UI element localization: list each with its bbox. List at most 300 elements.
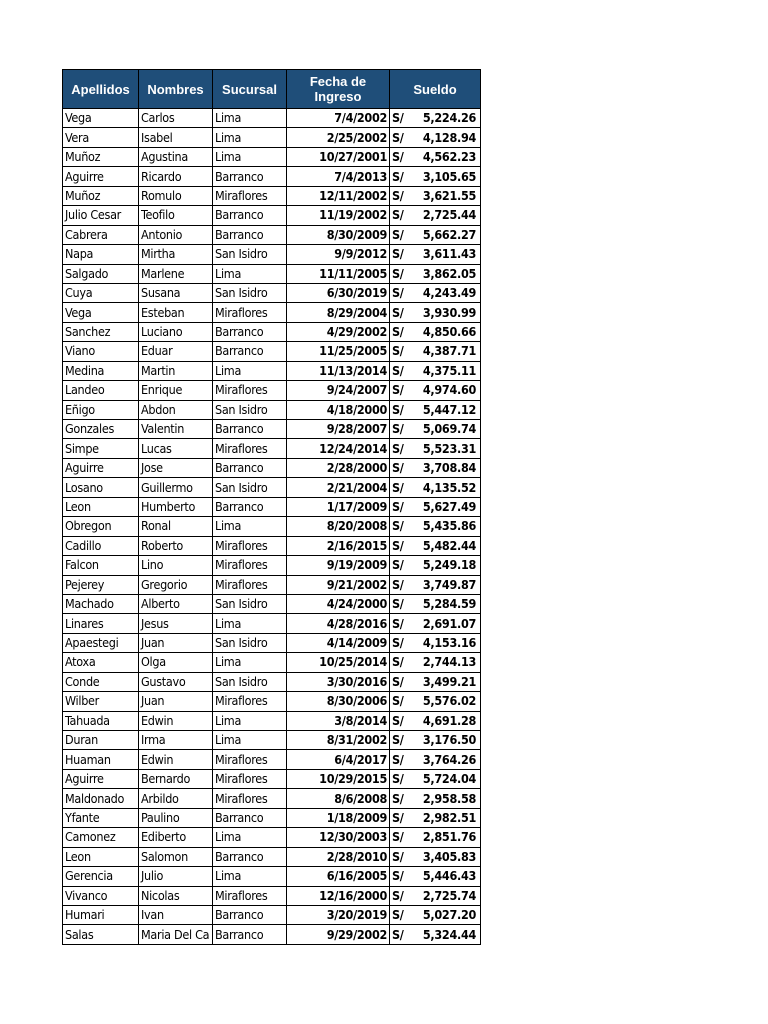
cell-sucursal[interactable]: Lima [213,614,287,633]
table-row [63,556,481,575]
cell-apellido[interactable]: Leon [63,847,139,866]
cell-nombre[interactable]: Abdon [139,400,213,419]
cell-sueldo[interactable]: 3,708.84 [409,458,481,477]
cell-currency[interactable]: S/ [390,186,409,205]
cell-apellido[interactable]: Leon [63,497,139,516]
cell-apellido[interactable]: Medina [63,361,139,380]
cell-apellido[interactable]: Salgado [63,264,139,283]
cell-currency[interactable]: S/ [390,264,409,283]
cell-currency[interactable]: S/ [390,400,409,419]
cell-apellido[interactable]: Julio Cesar [63,206,139,225]
cell-sucursal[interactable]: Lima [213,264,287,283]
cell-sucursal[interactable]: Barranco [213,925,287,944]
cell-sueldo[interactable]: 3,105.65 [409,167,481,186]
cell-currency[interactable]: S/ [390,711,409,730]
cell-nombre[interactable]: Teofilo [139,206,213,225]
cell-apellido[interactable]: Vera [63,128,139,147]
cell-sucursal[interactable]: Lima [213,711,287,730]
cell-apellido[interactable]: Linares [63,614,139,633]
table-row [63,400,481,419]
cell-sucursal[interactable]: Lima [213,128,287,147]
cell-fecha-ingreso[interactable]: 4/28/2016 [287,614,390,633]
cell-sucursal[interactable]: Miraflores [213,575,287,594]
cell-sueldo[interactable]: 3,862.05 [409,264,481,283]
cell-fecha-ingreso[interactable]: 3/8/2014 [287,711,390,730]
cell-sucursal[interactable]: Miraflores [213,789,287,808]
cell-currency[interactable]: S/ [390,128,409,147]
cell-currency[interactable]: S/ [390,109,409,128]
cell-apellido[interactable]: Camonez [63,828,139,847]
cell-fecha-ingreso[interactable]: 11/13/2014 [287,361,390,380]
cell-sucursal[interactable]: Barranco [213,847,287,866]
cell-fecha-ingreso[interactable]: 2/21/2004 [287,478,390,497]
cell-currency[interactable]: S/ [390,497,409,516]
cell-nombre[interactable]: Isabel [139,128,213,147]
cell-sueldo[interactable]: 5,435.86 [409,517,481,536]
cell-apellido[interactable]: Vega [63,303,139,322]
cell-fecha-ingreso[interactable]: 10/29/2015 [287,769,390,788]
cell-currency[interactable]: S/ [390,672,409,691]
cell-sueldo[interactable]: 2,958.58 [409,789,481,808]
cell-sueldo[interactable]: 2,851.76 [409,828,481,847]
cell-sucursal[interactable]: Miraflores [213,692,287,711]
header-fecha-ingreso[interactable]: Fecha de Ingreso [287,70,390,109]
cell-sucursal[interactable]: Lima [213,361,287,380]
cell-sueldo[interactable]: 4,691.28 [409,711,481,730]
cell-currency[interactable]: S/ [390,886,409,905]
cell-currency[interactable]: S/ [390,478,409,497]
cell-nombre[interactable]: Edwin [139,711,213,730]
table-body [63,109,481,945]
cell-fecha-ingreso[interactable]: 7/4/2013 [287,167,390,186]
header-sucursal[interactable]: Sucursal [213,70,287,109]
cell-sueldo[interactable]: 2,982.51 [409,808,481,827]
cell-sucursal[interactable]: Barranco [213,225,287,244]
cell-apellido[interactable]: Atoxa [63,653,139,672]
cell-currency[interactable]: S/ [390,225,409,244]
table-row [63,536,481,555]
cell-sueldo[interactable]: 5,482.44 [409,536,481,555]
cell-sucursal[interactable]: Lima [213,867,287,886]
cell-nombre[interactable]: Paulino [139,808,213,827]
cell-sucursal[interactable]: San Isidro [213,400,287,419]
cell-sucursal[interactable]: San Isidro [213,245,287,264]
cell-fecha-ingreso[interactable]: 9/9/2012 [287,245,390,264]
table-row [63,497,481,516]
cell-sucursal[interactable]: Lima [213,517,287,536]
table-row [63,750,481,769]
cell-sucursal[interactable]: Miraflores [213,769,287,788]
cell-nombre[interactable]: Carlos [139,109,213,128]
cell-nombre[interactable]: Agustina [139,147,213,166]
table-row [63,905,481,924]
cell-sucursal[interactable]: Barranco [213,458,287,477]
cell-sueldo[interactable]: 2,725.44 [409,206,481,225]
table-row [63,264,481,283]
cell-sueldo[interactable]: 2,725.74 [409,886,481,905]
table-row [63,828,481,847]
table-row [63,109,481,128]
cell-fecha-ingreso[interactable]: 2/28/2010 [287,847,390,866]
cell-fecha-ingreso[interactable]: 3/30/2016 [287,672,390,691]
cell-apellido[interactable]: Vega [63,109,139,128]
cell-fecha-ingreso[interactable]: 11/25/2005 [287,342,390,361]
cell-sueldo[interactable]: 3,405.83 [409,847,481,866]
cell-fecha-ingreso[interactable]: 6/30/2019 [287,283,390,302]
cell-apellido[interactable]: Huaman [63,750,139,769]
cell-fecha-ingreso[interactable]: 11/11/2005 [287,264,390,283]
cell-fecha-ingreso[interactable]: 4/14/2009 [287,633,390,652]
cell-fecha-ingreso[interactable]: 12/30/2003 [287,828,390,847]
cell-apellido[interactable]: Aguirre [63,458,139,477]
cell-apellido[interactable]: Vivanco [63,886,139,905]
cell-nombre[interactable]: Susana [139,283,213,302]
cell-apellido[interactable]: Simpe [63,439,139,458]
cell-nombre[interactable]: Antonio [139,225,213,244]
cell-apellido[interactable]: Humari [63,905,139,924]
cell-currency[interactable]: S/ [390,556,409,575]
table-row [63,575,481,594]
cell-apellido[interactable]: Tahuada [63,711,139,730]
cell-currency[interactable]: S/ [390,594,409,613]
cell-sueldo[interactable]: 4,375.11 [409,361,481,380]
cell-sueldo[interactable]: 3,499.21 [409,672,481,691]
table-row [63,322,481,341]
cell-currency[interactable]: S/ [390,925,409,944]
header-sueldo[interactable]: Sueldo [390,70,481,109]
cell-fecha-ingreso[interactable]: 2/25/2002 [287,128,390,147]
cell-currency[interactable]: S/ [390,653,409,672]
cell-nombre[interactable]: Ronal [139,517,213,536]
cell-fecha-ingreso[interactable]: 1/17/2009 [287,497,390,516]
cell-apellido[interactable]: Losano [63,478,139,497]
cell-currency[interactable]: S/ [390,808,409,827]
cell-sucursal[interactable]: Barranco [213,167,287,186]
cell-fecha-ingreso[interactable]: 8/30/2006 [287,692,390,711]
cell-currency[interactable]: S/ [390,283,409,302]
table-row [63,342,481,361]
cell-fecha-ingreso[interactable]: 7/4/2002 [287,109,390,128]
cell-fecha-ingreso[interactable]: 6/4/2017 [287,750,390,769]
cell-apellido[interactable]: Eñigo [63,400,139,419]
cell-apellido[interactable]: Gerencia [63,867,139,886]
cell-sueldo[interactable]: 3,930.99 [409,303,481,322]
cell-sucursal[interactable]: Barranco [213,342,287,361]
cell-fecha-ingreso[interactable]: 4/29/2002 [287,322,390,341]
cell-apellido[interactable]: Cuya [63,283,139,302]
cell-fecha-ingreso[interactable]: 8/29/2004 [287,303,390,322]
cell-fecha-ingreso[interactable]: 8/31/2002 [287,731,390,750]
cell-sueldo[interactable]: 2,744.13 [409,653,481,672]
cell-fecha-ingreso[interactable]: 3/20/2019 [287,905,390,924]
header-nombres[interactable]: Nombres [139,70,213,109]
cell-apellido[interactable]: Viano [63,342,139,361]
cell-sueldo[interactable]: 4,387.71 [409,342,481,361]
cell-nombre[interactable]: Roberto [139,536,213,555]
cell-sueldo[interactable]: 5,447.12 [409,400,481,419]
cell-apellido[interactable]: Conde [63,672,139,691]
cell-fecha-ingreso[interactable]: 10/25/2014 [287,653,390,672]
table-row [63,633,481,652]
cell-nombre[interactable]: Gustavo [139,672,213,691]
cell-currency[interactable]: S/ [390,206,409,225]
cell-nombre[interactable]: Julio [139,867,213,886]
cell-fecha-ingreso[interactable]: 10/27/2001 [287,147,390,166]
cell-sueldo[interactable]: 5,446.43 [409,867,481,886]
cell-sucursal[interactable]: Lima [213,147,287,166]
cell-apellido[interactable]: Sanchez [63,322,139,341]
cell-sueldo[interactable]: 3,621.55 [409,186,481,205]
cell-nombre[interactable]: Olga [139,653,213,672]
cell-apellido[interactable]: Aguirre [63,167,139,186]
cell-apellido[interactable]: Machado [63,594,139,613]
cell-sucursal[interactable]: Barranco [213,497,287,516]
cell-sueldo[interactable]: 3,611.43 [409,245,481,264]
table-row [63,808,481,827]
cell-currency[interactable]: S/ [390,789,409,808]
cell-fecha-ingreso[interactable]: 12/24/2014 [287,439,390,458]
cell-sueldo[interactable]: 5,027.20 [409,905,481,924]
cell-sucursal[interactable]: Miraflores [213,381,287,400]
cell-fecha-ingreso[interactable]: 9/19/2009 [287,556,390,575]
cell-apellido[interactable]: Salas [63,925,139,944]
cell-fecha-ingreso[interactable]: 2/28/2000 [287,458,390,477]
cell-sucursal[interactable]: Lima [213,731,287,750]
cell-apellido[interactable]: Cabrera [63,225,139,244]
cell-currency[interactable]: S/ [390,167,409,186]
cell-currency[interactable]: S/ [390,750,409,769]
cell-fecha-ingreso[interactable]: 8/30/2009 [287,225,390,244]
cell-fecha-ingreso[interactable]: 8/20/2008 [287,517,390,536]
cell-sueldo[interactable]: 5,069.74 [409,420,481,439]
cell-currency[interactable]: S/ [390,458,409,477]
cell-apellido[interactable]: Cadillo [63,536,139,555]
cell-fecha-ingreso[interactable]: 11/19/2002 [287,206,390,225]
cell-apellido[interactable]: Pejerey [63,575,139,594]
cell-sucursal[interactable]: Barranco [213,206,287,225]
table-row [63,653,481,672]
employee-table [62,69,481,945]
cell-sucursal[interactable]: San Isidro [213,478,287,497]
cell-sucursal[interactable]: Miraflores [213,536,287,555]
header-apellidos[interactable]: Apellidos [63,70,139,109]
cell-nombre[interactable]: Martin [139,361,213,380]
cell-sucursal[interactable]: Lima [213,653,287,672]
cell-nombre[interactable]: Edwin [139,750,213,769]
cell-nombre[interactable]: Lino [139,556,213,575]
cell-sucursal[interactable]: Lima [213,109,287,128]
cell-currency[interactable]: S/ [390,303,409,322]
table-row [63,692,481,711]
cell-nombre[interactable]: Arbildo [139,789,213,808]
cell-apellido[interactable]: Duran [63,731,139,750]
cell-sucursal[interactable]: Barranco [213,905,287,924]
cell-fecha-ingreso[interactable]: 9/24/2007 [287,381,390,400]
cell-currency[interactable]: S/ [390,614,409,633]
table-row [63,381,481,400]
cell-nombre[interactable]: Nicolas [139,886,213,905]
table-row [63,167,481,186]
cell-nombre[interactable]: Romulo [139,186,213,205]
cell-fecha-ingreso[interactable]: 12/16/2000 [287,886,390,905]
cell-fecha-ingreso[interactable]: 6/16/2005 [287,867,390,886]
cell-sucursal[interactable]: Miraflores [213,886,287,905]
cell-sucursal[interactable]: Miraflores [213,750,287,769]
cell-currency[interactable]: S/ [390,147,409,166]
cell-sucursal[interactable]: San Isidro [213,672,287,691]
cell-sueldo[interactable]: 5,576.02 [409,692,481,711]
cell-sucursal[interactable]: San Isidro [213,283,287,302]
cell-sucursal[interactable]: San Isidro [213,594,287,613]
cell-sueldo[interactable]: 4,243.49 [409,283,481,302]
cell-fecha-ingreso[interactable]: 4/24/2000 [287,594,390,613]
cell-nombre[interactable]: Enrique [139,381,213,400]
table-row [63,614,481,633]
cell-nombre[interactable]: Juan [139,692,213,711]
cell-sucursal[interactable]: Barranco [213,808,287,827]
cell-currency[interactable]: S/ [390,322,409,341]
cell-nombre[interactable]: Esteban [139,303,213,322]
cell-nombre[interactable]: Mirtha [139,245,213,264]
table-row [63,420,481,439]
cell-nombre[interactable]: Marlene [139,264,213,283]
cell-apellido[interactable]: Yfante [63,808,139,827]
cell-apellido[interactable]: Aguirre [63,769,139,788]
table-row [63,711,481,730]
table-row [63,731,481,750]
cell-sueldo[interactable]: 2,691.07 [409,614,481,633]
cell-apellido[interactable]: Muñoz [63,147,139,166]
cell-sueldo[interactable]: 5,224.26 [409,109,481,128]
cell-currency[interactable]: S/ [390,342,409,361]
cell-sueldo[interactable]: 5,284.59 [409,594,481,613]
cell-sucursal[interactable]: Lima [213,828,287,847]
cell-currency[interactable]: S/ [390,245,409,264]
cell-nombre[interactable]: Gregorio [139,575,213,594]
cell-sueldo[interactable]: 4,850.66 [409,322,481,341]
cell-nombre[interactable]: Ricardo [139,167,213,186]
table-row [63,128,481,147]
cell-sueldo[interactable]: 3,749.87 [409,575,481,594]
table-header-row [63,70,481,109]
cell-apellido[interactable]: Landeo [63,381,139,400]
table-row [63,886,481,905]
cell-nombre[interactable]: Humberto [139,497,213,516]
cell-sucursal[interactable]: Barranco [213,420,287,439]
cell-nombre[interactable]: Salomon [139,847,213,866]
cell-sueldo[interactable]: 5,249.18 [409,556,481,575]
cell-sucursal[interactable]: Barranco [213,322,287,341]
cell-apellido[interactable]: Wilber [63,692,139,711]
cell-sucursal[interactable]: San Isidro [213,633,287,652]
cell-fecha-ingreso[interactable]: 4/18/2000 [287,400,390,419]
cell-nombre[interactable]: Jesus [139,614,213,633]
cell-nombre[interactable]: Luciano [139,322,213,341]
cell-fecha-ingreso[interactable]: 9/28/2007 [287,420,390,439]
cell-currency[interactable]: S/ [390,867,409,886]
cell-sucursal[interactable]: Miraflores [213,439,287,458]
cell-sueldo[interactable]: 4,562.23 [409,147,481,166]
cell-apellido[interactable]: Maldonado [63,789,139,808]
table-row [63,517,481,536]
cell-fecha-ingreso[interactable]: 9/21/2002 [287,575,390,594]
cell-sueldo[interactable]: 5,627.49 [409,497,481,516]
table-row [63,245,481,264]
cell-fecha-ingreso[interactable]: 12/11/2002 [287,186,390,205]
cell-sucursal[interactable]: Miraflores [213,556,287,575]
cell-nombre[interactable]: Bernardo [139,769,213,788]
cell-apellido[interactable]: Falcon [63,556,139,575]
cell-currency[interactable]: S/ [390,517,409,536]
table-row [63,206,481,225]
table-row [63,439,481,458]
cell-sucursal[interactable]: Miraflores [213,303,287,322]
cell-nombre[interactable]: Ivan [139,905,213,924]
cell-currency[interactable]: S/ [390,905,409,924]
table-row [63,847,481,866]
cell-currency[interactable]: S/ [390,439,409,458]
cell-currency[interactable]: S/ [390,692,409,711]
cell-sucursal[interactable]: Miraflores [213,186,287,205]
cell-sueldo[interactable]: 4,135.52 [409,478,481,497]
cell-sueldo[interactable]: 3,176.50 [409,731,481,750]
cell-apellido[interactable]: Muñoz [63,186,139,205]
table-row [63,458,481,477]
cell-nombre[interactable]: Eduar [139,342,213,361]
cell-nombre[interactable]: Valentin [139,420,213,439]
cell-currency[interactable]: S/ [390,847,409,866]
cell-currency[interactable]: S/ [390,633,409,652]
cell-currency[interactable]: S/ [390,361,409,380]
cell-sueldo[interactable]: 4,974.60 [409,381,481,400]
cell-nombre[interactable]: Ediberto [139,828,213,847]
table-row [63,361,481,380]
cell-currency[interactable]: S/ [390,731,409,750]
cell-sueldo[interactable]: 4,128.94 [409,128,481,147]
cell-apellido[interactable]: Apaestegi [63,633,139,652]
cell-nombre[interactable]: Jose [139,458,213,477]
cell-nombre[interactable]: Irma [139,731,213,750]
cell-fecha-ingreso[interactable]: 1/18/2009 [287,808,390,827]
cell-nombre[interactable]: Lucas [139,439,213,458]
cell-currency[interactable]: S/ [390,828,409,847]
cell-currency[interactable]: S/ [390,381,409,400]
cell-fecha-ingreso[interactable]: 8/6/2008 [287,789,390,808]
cell-sueldo[interactable]: 5,724.04 [409,769,481,788]
cell-apellido[interactable]: Gonzales [63,420,139,439]
cell-nombre[interactable]: Alberto [139,594,213,613]
cell-fecha-ingreso[interactable]: 9/29/2002 [287,925,390,944]
cell-nombre[interactable]: Maria Del Ca [139,925,213,944]
cell-sueldo[interactable]: 4,153.16 [409,633,481,652]
table-row [63,594,481,613]
cell-currency[interactable]: S/ [390,575,409,594]
cell-currency[interactable]: S/ [390,420,409,439]
cell-nombre[interactable]: Guillermo [139,478,213,497]
cell-fecha-ingreso[interactable]: 2/16/2015 [287,536,390,555]
table-row [63,672,481,691]
cell-apellido[interactable]: Obregon [63,517,139,536]
cell-apellido[interactable]: Napa [63,245,139,264]
cell-currency[interactable]: S/ [390,769,409,788]
table-row [63,867,481,886]
cell-sueldo[interactable]: 5,324.44 [409,925,481,944]
cell-currency[interactable]: S/ [390,536,409,555]
cell-sueldo[interactable]: 5,523.31 [409,439,481,458]
cell-sueldo[interactable]: 5,662.27 [409,225,481,244]
cell-nombre[interactable]: Juan [139,633,213,652]
cell-sueldo[interactable]: 3,764.26 [409,750,481,769]
